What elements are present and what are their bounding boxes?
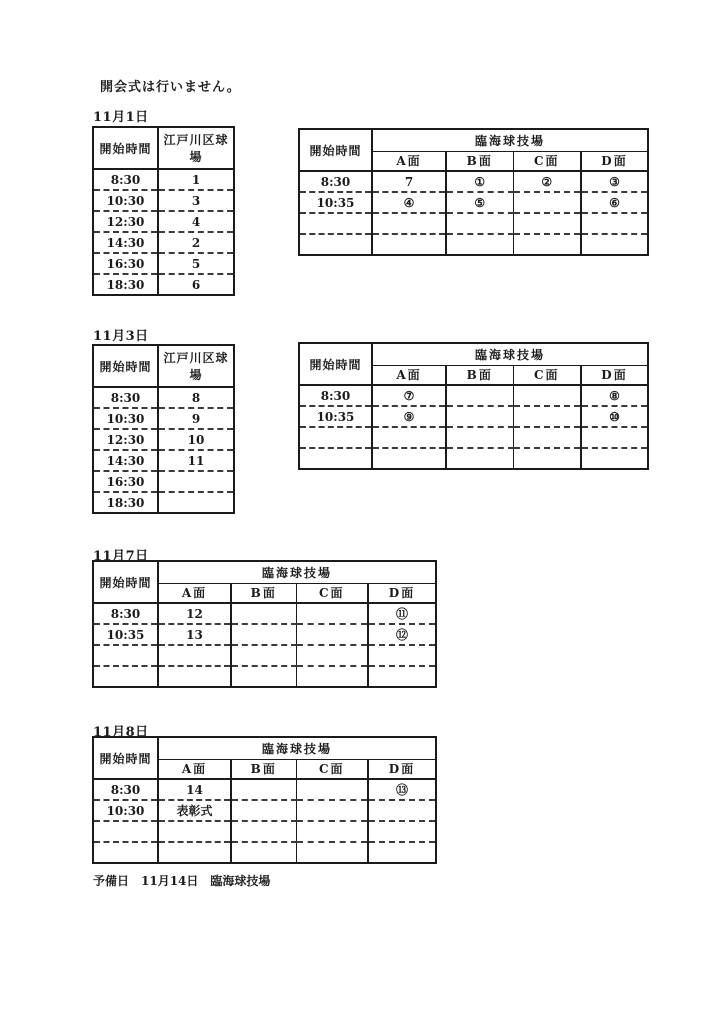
table-header-row xyxy=(299,129,648,151)
table-row xyxy=(93,429,234,450)
match-cell xyxy=(513,213,581,234)
time-cell xyxy=(93,821,158,842)
nov1-edogawa-table xyxy=(92,126,235,296)
time-cell: 10:30 xyxy=(93,408,158,429)
match-cell xyxy=(158,492,234,513)
match-cell xyxy=(158,645,231,666)
time-cell xyxy=(93,645,158,666)
table-row xyxy=(299,234,648,255)
match-cell xyxy=(581,213,648,234)
time-cell: 10:30 xyxy=(93,190,158,211)
table-row xyxy=(93,169,234,190)
match-cell: 10 xyxy=(158,429,234,450)
match-cell xyxy=(581,448,648,469)
match-cell: ⑩ xyxy=(581,406,648,427)
table-row xyxy=(93,492,234,513)
match-cell: ② xyxy=(513,171,581,192)
field-c-header: C面 xyxy=(513,151,581,171)
match-cell xyxy=(158,842,231,863)
match-cell xyxy=(446,427,513,448)
match-cell: ① xyxy=(446,171,513,192)
match-cell xyxy=(581,427,648,448)
match-cell: ③ xyxy=(581,171,648,192)
venue-header: 江戸川区球場 xyxy=(158,127,234,169)
match-cell: ⑨ xyxy=(372,406,446,427)
time-cell xyxy=(299,448,372,469)
match-cell xyxy=(296,666,368,687)
match-cell xyxy=(368,645,436,666)
table-row xyxy=(93,253,234,274)
match-cell xyxy=(581,234,648,255)
time-cell xyxy=(93,666,158,687)
time-cell xyxy=(299,427,372,448)
time-cell: 8:30 xyxy=(93,779,158,800)
field-d-header: D面 xyxy=(581,365,648,385)
match-cell xyxy=(296,624,368,645)
match-cell: ⑤ xyxy=(446,192,513,213)
match-cell: 14 xyxy=(158,779,231,800)
reserve-day-note: 予備日 11月14日 臨海球技場 xyxy=(93,874,271,888)
match-cell xyxy=(158,471,234,492)
opening-ceremony-note: 開会式は行いません。 xyxy=(100,80,241,95)
time-header: 開始時間 xyxy=(299,343,372,385)
match-cell xyxy=(446,213,513,234)
field-b-header: B面 xyxy=(446,365,513,385)
match-cell xyxy=(513,192,581,213)
table-row xyxy=(93,842,436,863)
field-b-header: B面 xyxy=(446,151,513,171)
field-a-header: A面 xyxy=(372,365,446,385)
table-row xyxy=(299,171,648,192)
field-d-header: D面 xyxy=(581,151,648,171)
table-row xyxy=(93,274,234,295)
time-header: 開始時間 xyxy=(93,345,158,387)
match-cell: ⑦ xyxy=(372,385,446,406)
nov8-rinkai-table xyxy=(92,736,437,864)
match-cell: ④ xyxy=(372,192,446,213)
nov7-rinkai-table xyxy=(92,560,437,688)
time-cell: 8:30 xyxy=(93,387,158,408)
table-header-row xyxy=(93,127,234,169)
table-row xyxy=(299,385,648,406)
match-cell: ⑥ xyxy=(581,192,648,213)
table-row xyxy=(93,666,436,687)
time-cell: 12:30 xyxy=(93,429,158,450)
venue-header: 臨海球技場 xyxy=(372,129,648,151)
field-b-header: B面 xyxy=(231,583,296,603)
match-cell xyxy=(368,800,436,821)
table-row xyxy=(93,821,436,842)
time-cell: 14:30 xyxy=(93,450,158,471)
time-header: 開始時間 xyxy=(93,737,158,779)
match-cell xyxy=(513,234,581,255)
table-row xyxy=(93,779,436,800)
time-cell: 14:30 xyxy=(93,232,158,253)
time-cell: 18:30 xyxy=(93,492,158,513)
time-cell: 16:30 xyxy=(93,253,158,274)
nov3-edogawa-table xyxy=(92,344,235,514)
table-row xyxy=(299,406,648,427)
match-cell xyxy=(296,800,368,821)
time-header: 開始時間 xyxy=(93,127,158,169)
table-row xyxy=(93,387,234,408)
field-d-header: D面 xyxy=(368,759,436,779)
time-header: 開始時間 xyxy=(93,561,158,603)
match-cell: 8 xyxy=(158,387,234,408)
section-date-nov8: 11月8日 xyxy=(93,725,149,740)
match-cell xyxy=(446,406,513,427)
match-cell: 4 xyxy=(158,211,234,232)
time-cell: 8:30 xyxy=(299,385,372,406)
section-date-nov1: 11月1日 xyxy=(93,110,149,125)
table-row xyxy=(93,450,234,471)
match-cell xyxy=(446,234,513,255)
match-cell xyxy=(296,779,368,800)
field-d-header: D面 xyxy=(368,583,436,603)
match-cell xyxy=(372,448,446,469)
match-cell xyxy=(513,427,581,448)
time-cell: 8:30 xyxy=(93,169,158,190)
match-cell: 13 xyxy=(158,624,231,645)
match-cell xyxy=(158,666,231,687)
match-cell: ⑬ xyxy=(368,779,436,800)
time-cell: 10:35 xyxy=(299,192,372,213)
table-row xyxy=(299,427,648,448)
time-cell: 8:30 xyxy=(93,603,158,624)
match-cell xyxy=(372,427,446,448)
match-cell xyxy=(446,385,513,406)
table-header-row xyxy=(93,737,436,759)
match-cell: 6 xyxy=(158,274,234,295)
match-cell xyxy=(296,645,368,666)
table-row xyxy=(93,408,234,429)
field-a-header: A面 xyxy=(158,759,231,779)
field-c-header: C面 xyxy=(513,365,581,385)
field-c-header: C面 xyxy=(296,583,368,603)
time-cell: 16:30 xyxy=(93,471,158,492)
venue-header: 江戸川区球場 xyxy=(158,345,234,387)
match-cell: ⑧ xyxy=(581,385,648,406)
venue-header: 臨海球技場 xyxy=(158,561,436,583)
match-cell: ⑪ xyxy=(368,603,436,624)
match-cell: ⑫ xyxy=(368,624,436,645)
match-cell: 7 xyxy=(372,171,446,192)
time-cell: 10:35 xyxy=(93,624,158,645)
table-row xyxy=(93,232,234,253)
table-row xyxy=(299,448,648,469)
time-cell: 10:35 xyxy=(299,406,372,427)
table-row xyxy=(93,645,436,666)
match-cell xyxy=(513,406,581,427)
match-cell xyxy=(368,821,436,842)
table-row xyxy=(93,471,234,492)
match-cell: 2 xyxy=(158,232,234,253)
match-cell xyxy=(158,821,231,842)
time-cell: 10:30 xyxy=(93,800,158,821)
table-row xyxy=(93,624,436,645)
match-cell xyxy=(368,842,436,863)
match-cell xyxy=(296,842,368,863)
match-cell xyxy=(231,624,296,645)
match-cell xyxy=(513,385,581,406)
match-cell xyxy=(231,645,296,666)
field-b-header: B面 xyxy=(231,759,296,779)
match-cell: 1 xyxy=(158,169,234,190)
table-header-row xyxy=(93,561,436,583)
section-date-nov3: 11月3日 xyxy=(93,329,149,344)
table-row xyxy=(299,213,648,234)
field-a-header: A面 xyxy=(372,151,446,171)
table-row xyxy=(93,800,436,821)
time-cell xyxy=(299,213,372,234)
field-a-header: A面 xyxy=(158,583,231,603)
match-cell: 11 xyxy=(158,450,234,471)
table-row xyxy=(93,603,436,624)
table-row xyxy=(93,190,234,211)
match-cell xyxy=(513,448,581,469)
time-cell xyxy=(299,234,372,255)
time-cell: 8:30 xyxy=(299,171,372,192)
match-cell: 12 xyxy=(158,603,231,624)
time-cell xyxy=(93,842,158,863)
nov1-rinkai-table xyxy=(298,128,649,256)
match-cell: 3 xyxy=(158,190,234,211)
match-cell xyxy=(372,213,446,234)
venue-header: 臨海球技場 xyxy=(158,737,436,759)
time-header: 開始時間 xyxy=(299,129,372,171)
table-header-row xyxy=(299,343,648,365)
match-cell xyxy=(231,779,296,800)
award-ceremony-cell: 表彰式 xyxy=(158,800,231,821)
time-cell: 18:30 xyxy=(93,274,158,295)
match-cell xyxy=(231,666,296,687)
match-cell: 9 xyxy=(158,408,234,429)
match-cell xyxy=(231,800,296,821)
venue-header: 臨海球技場 xyxy=(372,343,648,365)
match-cell xyxy=(231,821,296,842)
field-c-header: C面 xyxy=(296,759,368,779)
match-cell xyxy=(231,842,296,863)
match-cell: 5 xyxy=(158,253,234,274)
table-header-row xyxy=(93,345,234,387)
table-row xyxy=(299,192,648,213)
match-cell xyxy=(296,603,368,624)
match-cell xyxy=(296,821,368,842)
time-cell: 12:30 xyxy=(93,211,158,232)
table-row xyxy=(93,211,234,232)
section-date-nov7: 11月7日 xyxy=(93,549,149,564)
match-cell xyxy=(372,234,446,255)
match-cell xyxy=(368,666,436,687)
match-cell xyxy=(231,603,296,624)
nov3-rinkai-table xyxy=(298,342,649,470)
match-cell xyxy=(446,448,513,469)
